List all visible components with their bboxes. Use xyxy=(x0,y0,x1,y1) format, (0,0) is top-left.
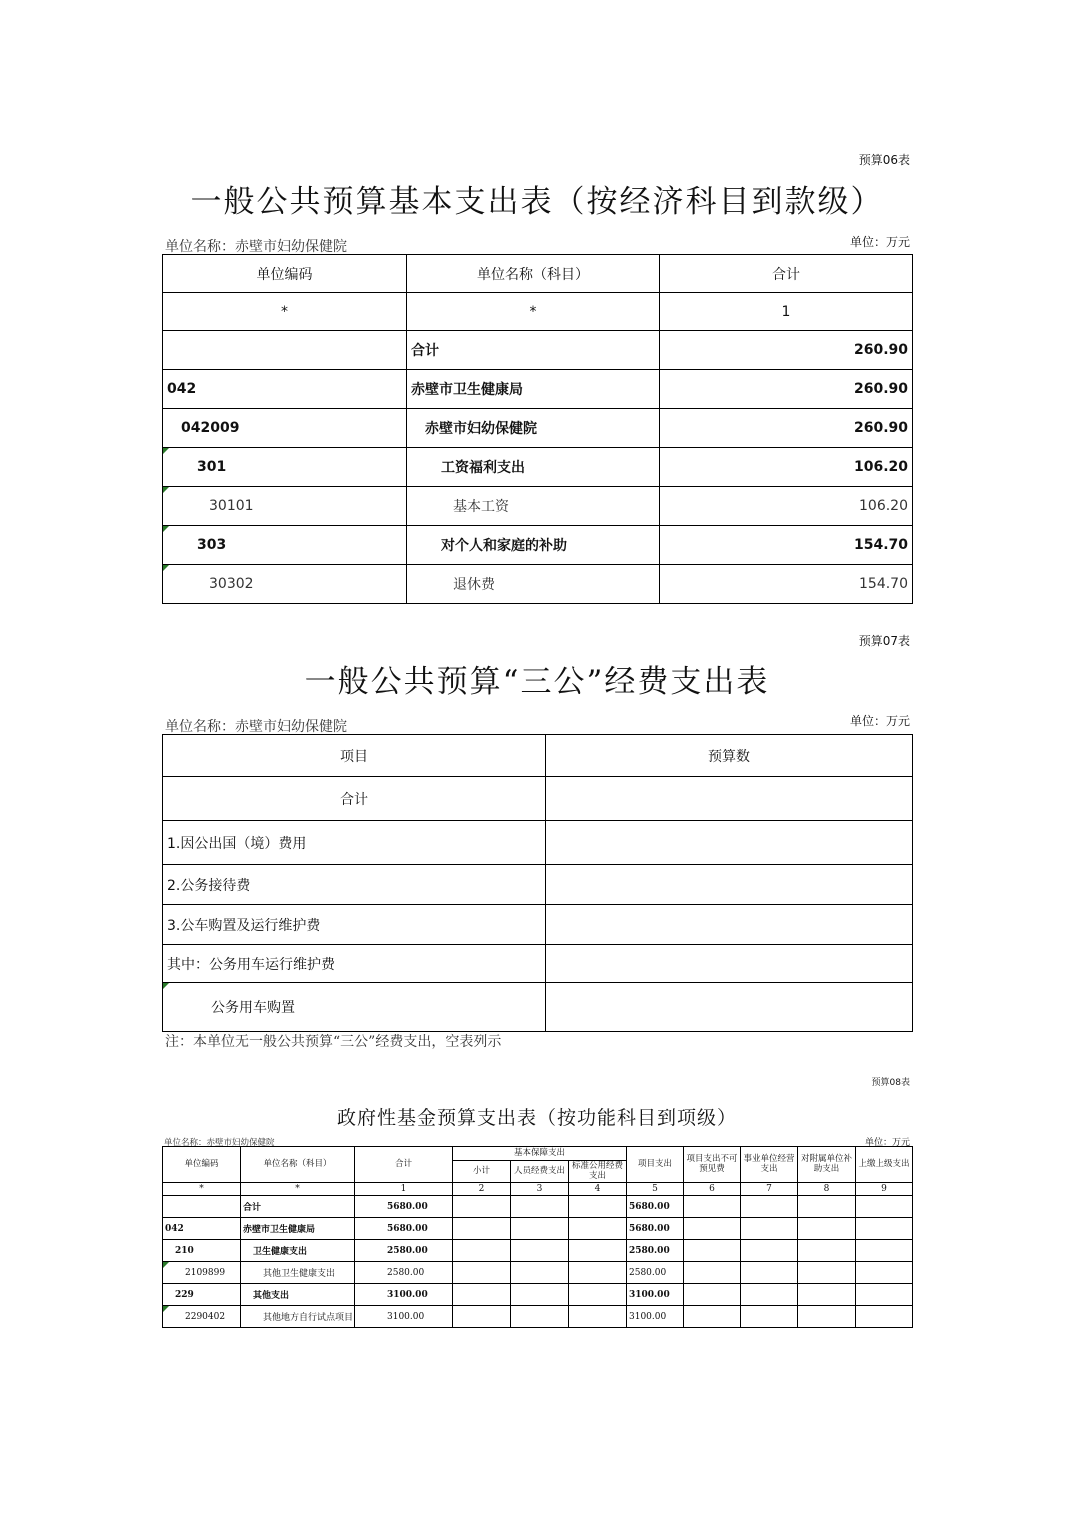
index-cell: 4 xyxy=(569,1183,627,1196)
row-name: 基本工资 xyxy=(407,487,660,526)
table8-tag: 预算08表 xyxy=(871,1078,910,1088)
table-row xyxy=(163,409,913,448)
row-value xyxy=(546,865,913,905)
row-total: 106.20 xyxy=(660,448,913,487)
row-name: 退休费 xyxy=(407,565,660,604)
row-total: 154.70 xyxy=(660,526,913,565)
row-value xyxy=(546,777,913,821)
table8-header-unforeseen: 项目支出不可预见费 xyxy=(684,1147,741,1183)
table6-unit: 单位：万元 xyxy=(849,235,910,249)
table6-tag: 预算06表 xyxy=(858,153,910,167)
row-total: 260.90 xyxy=(660,370,913,409)
table8-header-project: 项目支出 xyxy=(627,1147,684,1183)
table7-title: 一般公共预算“三公”经费支出表 xyxy=(304,664,770,700)
row-total: 3100.00 xyxy=(355,1284,453,1306)
table8-header-name: 单位名称（科目） xyxy=(241,1147,355,1183)
row-name: 合计 xyxy=(407,331,660,370)
row-total: 260.90 xyxy=(660,331,913,370)
row-total: 2580.00 xyxy=(355,1262,453,1284)
row-total: 5680.00 xyxy=(355,1196,453,1218)
row-name: 合计 xyxy=(241,1196,355,1218)
row-item: 公务用车购置 xyxy=(163,983,546,1032)
table7-unit: 单位：万元 xyxy=(849,714,910,728)
index-cell: 1 xyxy=(355,1183,453,1196)
row-value xyxy=(546,983,913,1032)
row-value xyxy=(546,905,913,945)
index-cell: 3 xyxy=(511,1183,569,1196)
table8-header-standard: 标准公用经费支出 xyxy=(569,1161,627,1183)
table-row xyxy=(163,1218,913,1240)
row-project: 5680.00 xyxy=(627,1218,684,1240)
table6-header-total: 合计 xyxy=(660,255,913,293)
table-row xyxy=(163,370,913,409)
row-code: 042009 xyxy=(163,409,407,448)
row-item: 其中：公务用车运行维护费 xyxy=(163,945,546,983)
table6-index-code: * xyxy=(163,293,407,331)
row-name: 卫生健康支出 xyxy=(241,1240,355,1262)
row-code: 30302 xyxy=(163,565,407,604)
table-row xyxy=(163,1240,913,1262)
table8 xyxy=(162,1146,913,1328)
table-row xyxy=(163,487,913,526)
row-code xyxy=(163,1196,241,1218)
row-item: 1.因公出国（境）费用 xyxy=(163,821,546,865)
table8-header-personnel: 人员经费支出 xyxy=(511,1161,569,1183)
table7 xyxy=(162,734,913,1032)
row-code: 2109899 xyxy=(163,1262,241,1284)
table-row xyxy=(163,905,913,945)
index-cell: 2 xyxy=(453,1183,511,1196)
row-project: 2580.00 xyxy=(627,1262,684,1284)
index-cell: * xyxy=(163,1183,241,1196)
row-name: 赤壁市卫生健康局 xyxy=(241,1218,355,1240)
table-row xyxy=(163,1306,913,1328)
row-code: 303 xyxy=(163,526,407,565)
table-row xyxy=(163,1196,913,1218)
row-item: 2.公务接待费 xyxy=(163,865,546,905)
table7-unit-name: 单位名称：赤壁市妇幼保健院 xyxy=(165,719,347,735)
table-row xyxy=(163,821,913,865)
row-project: 5680.00 xyxy=(627,1196,684,1218)
table6-index-name: * xyxy=(407,293,660,331)
row-project: 3100.00 xyxy=(627,1284,684,1306)
table8-header-subsidy: 对附属单位补助支出 xyxy=(798,1147,856,1183)
table8-header-total: 合计 xyxy=(355,1147,453,1183)
row-total: 2580.00 xyxy=(355,1240,453,1262)
index-cell: 9 xyxy=(856,1183,913,1196)
row-total: 260.90 xyxy=(660,409,913,448)
index-cell: 8 xyxy=(798,1183,856,1196)
table8-title: 政府性基金预算支出表（按功能科目到项级） xyxy=(336,1107,737,1129)
table-row xyxy=(163,565,913,604)
row-code: 042 xyxy=(163,1218,241,1240)
row-name: 其他支出 xyxy=(241,1284,355,1306)
row-value xyxy=(546,821,913,865)
table6-unit-name: 单位名称：赤壁市妇幼保健院 xyxy=(165,239,347,255)
row-name: 工资福利支出 xyxy=(407,448,660,487)
table8-unit-name: 单位名称：赤壁市妇幼保健院 xyxy=(164,1138,275,1148)
table8-unit: 单位：万元 xyxy=(864,1138,910,1148)
row-total: 106.20 xyxy=(660,487,913,526)
table-row xyxy=(163,983,913,1032)
table-row xyxy=(163,331,913,370)
row-item: 合计 xyxy=(163,777,546,821)
table-row xyxy=(163,865,913,905)
row-total: 3100.00 xyxy=(355,1306,453,1328)
index-cell: 6 xyxy=(684,1183,741,1196)
table-row xyxy=(163,526,913,565)
table-row xyxy=(163,448,913,487)
table6-header-code: 单位编码 xyxy=(163,255,407,293)
row-project: 2580.00 xyxy=(627,1240,684,1262)
row-name: 对个人和家庭的补助 xyxy=(407,526,660,565)
row-code: 229 xyxy=(163,1284,241,1306)
table-row xyxy=(163,1262,913,1284)
row-name: 赤壁市妇幼保健院 xyxy=(407,409,660,448)
row-code: 30101 xyxy=(163,487,407,526)
table8-header-basic-group: 基本保障支出 xyxy=(453,1147,627,1161)
table8-header-enterprise: 事业单位经营支出 xyxy=(741,1147,798,1183)
table8-header-upper: 上缴上级支出 xyxy=(856,1147,913,1183)
row-total: 5680.00 xyxy=(355,1218,453,1240)
row-code: 042 xyxy=(163,370,407,409)
index-cell: * xyxy=(241,1183,355,1196)
table6 xyxy=(162,254,913,604)
row-total: 154.70 xyxy=(660,565,913,604)
table8-header-code: 单位编码 xyxy=(163,1147,241,1183)
table8-header-subtotal: 小计 xyxy=(453,1161,511,1183)
row-value xyxy=(546,945,913,983)
table6-index-total: 1 xyxy=(660,293,913,331)
index-cell: 7 xyxy=(741,1183,798,1196)
table-row xyxy=(163,945,913,983)
row-name: 其他地方自行试点项目 xyxy=(241,1306,355,1328)
table7-header-value: 预算数 xyxy=(546,735,913,777)
table-row xyxy=(163,777,913,821)
index-cell: 5 xyxy=(627,1183,684,1196)
table7-header-item: 项目 xyxy=(163,735,546,777)
row-name: 赤壁市卫生健康局 xyxy=(407,370,660,409)
table6-title: 一般公共预算基本支出表（按经济科目到款级） xyxy=(190,184,884,220)
row-code: 2290402 xyxy=(163,1306,241,1328)
row-code: 301 xyxy=(163,448,407,487)
table7-note: 注：本单位无一般公共预算“三公”经费支出，空表列示 xyxy=(165,1034,502,1050)
row-item: 3.公车购置及运行维护费 xyxy=(163,905,546,945)
row-project: 3100.00 xyxy=(627,1306,684,1328)
table7-tag: 预算07表 xyxy=(858,634,910,648)
row-code xyxy=(163,331,407,370)
table-row xyxy=(163,1284,913,1306)
table6-header-name: 单位名称（科目） xyxy=(407,255,660,293)
row-code: 210 xyxy=(163,1240,241,1262)
row-name: 其他卫生健康支出 xyxy=(241,1262,355,1284)
